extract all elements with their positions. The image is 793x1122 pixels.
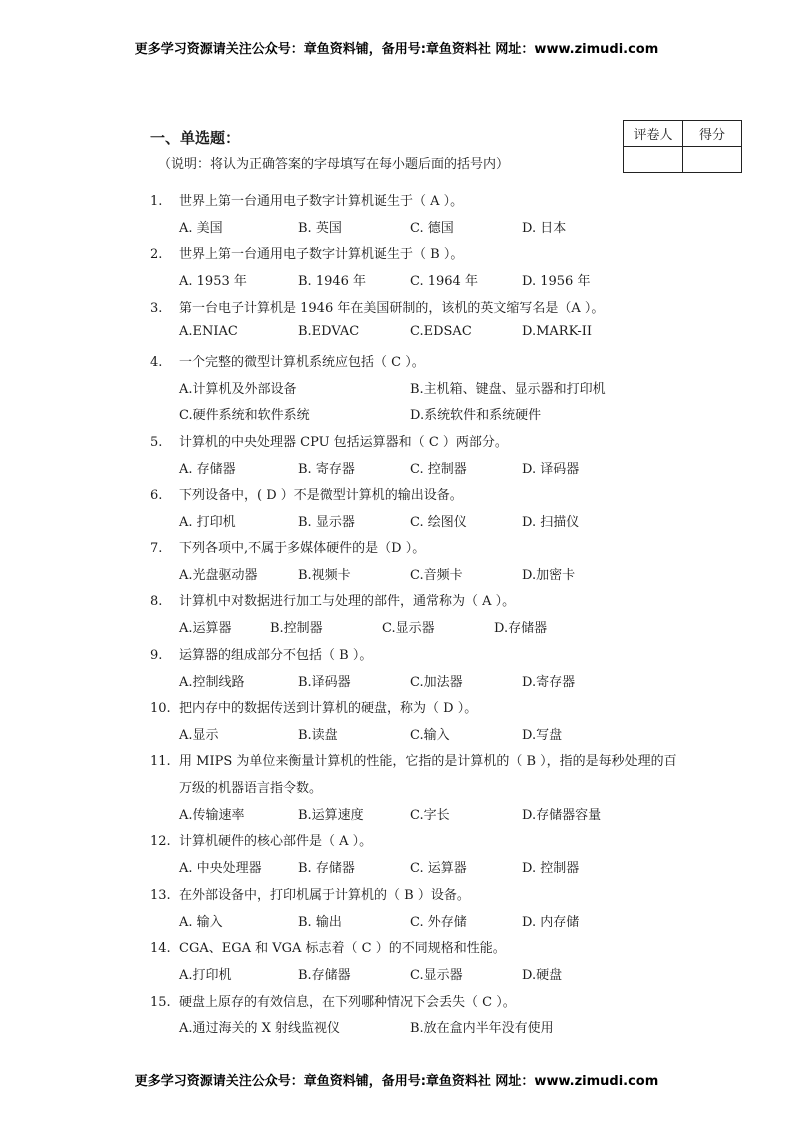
answer-option: B. 输出 xyxy=(298,915,342,930)
answer-option: C. 运算器 xyxy=(410,861,467,876)
question-10 xyxy=(150,697,477,716)
question-text: 硬盘上原存的有效信息，在下列哪种情况下会丢失（ C ）。 xyxy=(179,995,516,1010)
answer-option: A.计算机及外部设备 xyxy=(179,382,297,397)
answer-option: A. 美国 xyxy=(179,221,223,236)
answer-option: B. 英国 xyxy=(298,221,342,236)
answer-option: D.存储器容量 xyxy=(522,808,602,823)
answer-option: D. 控制器 xyxy=(522,861,580,876)
answer-option: B.译码器 xyxy=(298,675,351,690)
answer-option: A.光盘驱动器 xyxy=(179,568,258,583)
answer-option: A.传输速率 xyxy=(179,808,245,823)
answer-option: A. 打印机 xyxy=(179,515,236,530)
answer-option: D. 译码器 xyxy=(522,462,580,477)
answer-option: C.EDSAC xyxy=(410,324,472,339)
answer-option: C. 绘图仪 xyxy=(410,515,467,530)
answer-option: A.ENIAC xyxy=(179,324,238,339)
question-15 xyxy=(150,991,516,1010)
question-text-continued: 万级的机器语言指令数。 xyxy=(179,781,323,796)
question-number: 8. xyxy=(150,594,163,609)
answer-option: C.显示器 xyxy=(382,621,435,636)
question-text: 一个完整的微型计算机系统应包括（ C ）。 xyxy=(179,355,425,370)
answer-option: B.读盘 xyxy=(298,728,338,743)
question-1 xyxy=(150,190,463,209)
grading-table xyxy=(623,120,742,173)
question-5 xyxy=(150,431,508,450)
question-number: 15. xyxy=(150,995,171,1010)
footer-banner: 更多学习资源请关注公众号：章鱼资料铺，备用号:章鱼资料社 网址：www.zimudi.com xyxy=(134,1074,659,1089)
question-text: 计算机硬件的核心部件是（ A ）。 xyxy=(179,834,373,849)
question-text: 下列各项中,不属于多媒体硬件的是（D ）。 xyxy=(179,541,426,556)
question-8 xyxy=(150,590,515,609)
answer-option: C.字长 xyxy=(410,808,450,823)
question-number: 1. xyxy=(150,194,163,209)
question-7 xyxy=(150,537,425,556)
question-number: 9. xyxy=(150,648,163,663)
answer-option: B. 寄存器 xyxy=(298,462,355,477)
answer-option: D.写盘 xyxy=(522,728,563,743)
answer-option: D.系统软件和系统硬件 xyxy=(410,408,542,423)
question-text: 世界上第一台通用电子数字计算机诞生于（ A ）。 xyxy=(179,194,464,209)
question-9 xyxy=(150,644,372,663)
answer-option: A.打印机 xyxy=(179,968,232,983)
question-text: 在外部设备中，打印机属于计算机的（ B ）设备。 xyxy=(179,888,470,903)
answer-option: D. 日本 xyxy=(522,221,567,236)
answer-option: A.运算器 xyxy=(179,621,232,636)
answer-option: B.主机箱、键盘、显示器和打印机 xyxy=(410,382,606,397)
question-text: 第一台电子计算机是 1946 年在美国研制的，该机的英文缩写名是（A ）。 xyxy=(179,301,605,316)
answer-option: B.EDVAC xyxy=(298,324,360,339)
answer-option: D. 1956 年 xyxy=(522,274,591,289)
answer-option: B. 显示器 xyxy=(298,515,355,530)
answer-option: A. 1953 年 xyxy=(179,274,247,289)
answer-option: D.加密卡 xyxy=(522,568,576,583)
answer-option: B.控制器 xyxy=(270,621,323,636)
question-text: 下列设备中，( D ）不是微型计算机的输出设备。 xyxy=(179,488,463,503)
answer-option: C.输入 xyxy=(410,728,450,743)
answer-option: C. 德国 xyxy=(410,221,454,236)
answer-option: C. 控制器 xyxy=(410,462,467,477)
answer-option: A. 中央处理器 xyxy=(179,861,262,876)
question-number: 4. xyxy=(150,355,163,370)
answer-option: B.存储器 xyxy=(298,968,351,983)
question-number: 13. xyxy=(150,888,171,903)
question-number: 14. xyxy=(150,941,171,956)
answer-option: D.MARK-II xyxy=(522,324,593,339)
answer-option: C.硬件系统和软件系统 xyxy=(179,408,310,423)
answer-option: C. 外存储 xyxy=(410,915,467,930)
question-6 xyxy=(150,484,463,503)
answer-option: A. 输入 xyxy=(179,915,223,930)
answer-option: A.通过海关的 X 射线监视仪 xyxy=(179,1021,341,1036)
answer-option: A. 存储器 xyxy=(179,462,236,477)
question-12 xyxy=(150,830,372,849)
question-number: 5. xyxy=(150,435,163,450)
question-number: 10. xyxy=(150,701,171,716)
answer-option: D.存储器 xyxy=(494,621,548,636)
answer-option: C.显示器 xyxy=(410,968,463,983)
answer-option: B.放在盒内半年没有使用 xyxy=(410,1021,554,1036)
question-13 xyxy=(150,884,470,903)
question-text: CGA、EGA 和 VGA 标志着（ C ）的不同规格和性能。 xyxy=(179,941,506,956)
question-text: 计算机的中央处理器 CPU 包括运算器和（ C ）两部分。 xyxy=(179,435,508,450)
question-number: 3. xyxy=(150,301,163,316)
grader-cell[interactable] xyxy=(624,147,683,173)
answer-option: D. 扫描仪 xyxy=(522,515,580,530)
score-label: 得分 xyxy=(683,121,742,147)
question-3 xyxy=(150,297,604,316)
question-number: 6. xyxy=(150,488,163,503)
answer-option: B. 1946 年 xyxy=(298,274,367,289)
question-text: 世界上第一台通用电子数字计算机诞生于（ B ）。 xyxy=(179,247,464,262)
question-number: 7. xyxy=(150,541,163,556)
answer-option: D. 内存储 xyxy=(522,915,580,930)
question-text: 计算机中对数据进行加工与处理的部件，通常称为（ A ）。 xyxy=(179,594,516,609)
question-11 xyxy=(150,750,677,769)
question-number: 11. xyxy=(150,754,171,769)
answer-option: C.加法器 xyxy=(410,675,463,690)
answer-option: A.控制线路 xyxy=(179,675,245,690)
answer-option: B. 存储器 xyxy=(298,861,355,876)
answer-option: C.音频卡 xyxy=(410,568,463,583)
question-4 xyxy=(150,351,425,370)
grader-label: 评卷人 xyxy=(624,121,683,147)
instructions: （说明：将认为正确答案的字母填写在每小题后面的括号内） xyxy=(158,157,510,172)
question-14 xyxy=(150,937,506,956)
section-title: 一、单选题： xyxy=(150,129,241,147)
question-number: 2. xyxy=(150,247,163,262)
answer-option: C. 1964 年 xyxy=(410,274,478,289)
question-number: 12. xyxy=(150,834,171,849)
answer-option: B.视频卡 xyxy=(298,568,351,583)
answer-option: A.显示 xyxy=(179,728,219,743)
header-banner: 更多学习资源请关注公众号：章鱼资料铺，备用号:章鱼资料社 网址：www.zimudi.com xyxy=(134,42,659,57)
question-text: 运算器的组成部分不包括（ B ）。 xyxy=(179,648,373,663)
answer-option: B.运算速度 xyxy=(298,808,364,823)
question-2 xyxy=(150,243,463,262)
question-text: 把内存中的数据传送到计算机的硬盘，称为（ D ）。 xyxy=(179,701,478,716)
answer-option: D.硬盘 xyxy=(522,968,563,983)
answer-option: D.寄存器 xyxy=(522,675,576,690)
score-cell[interactable] xyxy=(683,147,742,173)
question-text: 用 MIPS 为单位来衡量计算机的性能，它指的是计算机的（ B ），指的是每秒处理的百 xyxy=(179,754,677,769)
